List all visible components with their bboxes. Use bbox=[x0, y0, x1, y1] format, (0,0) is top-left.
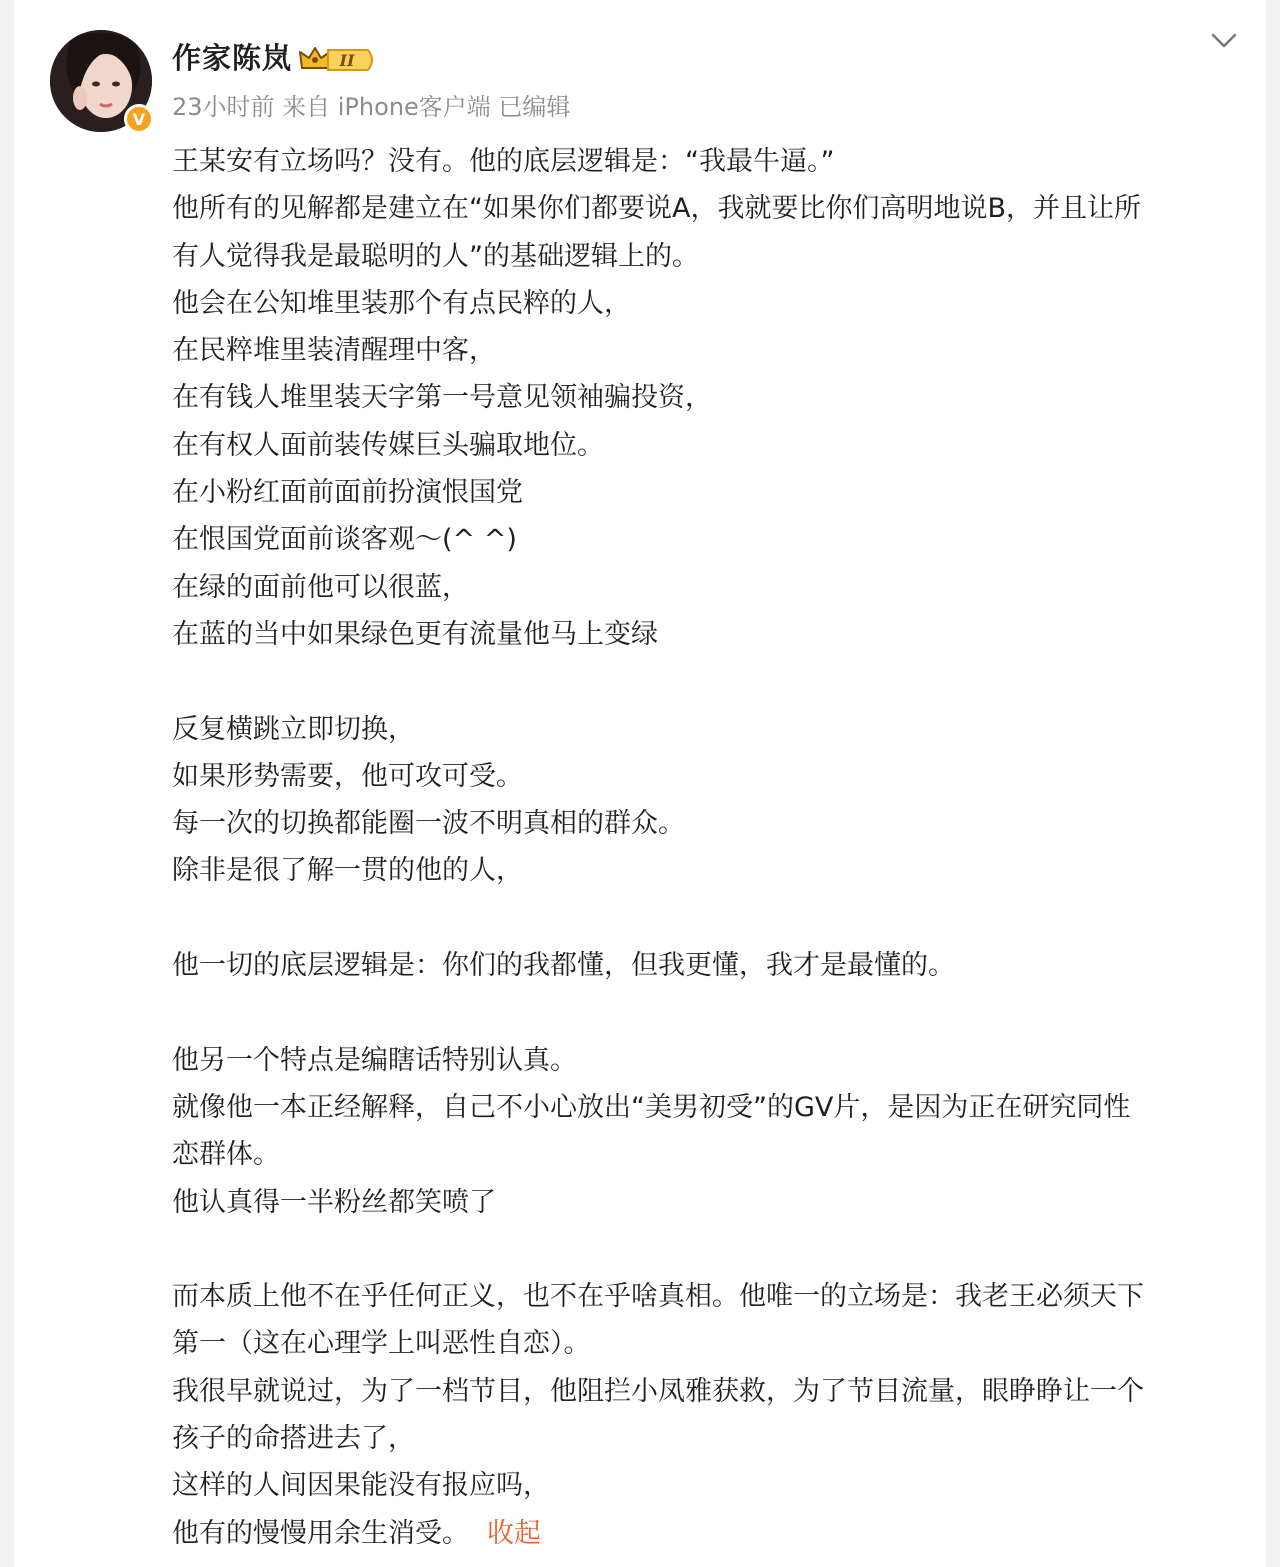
post-text-line: 第一（这在心理学上叫恶性自恋）。 bbox=[172, 1328, 591, 1360]
post-text-line: 反复横跳立即切换， bbox=[172, 713, 415, 745]
post-text-line: 王某安有立场吗？没有。他的底层逻辑是：“我最牛逼。” bbox=[172, 146, 835, 177]
post-text-line: 他另一个特点是编瞎话特别认真。 bbox=[172, 1044, 577, 1076]
post-text-last: 他有的慢慢用余生消受。 bbox=[172, 1517, 469, 1549]
post-text-line: 这样的人间因果能没有报应吗， bbox=[172, 1470, 550, 1502]
post-text-line bbox=[172, 895, 1252, 942]
post-text-line: 我很早就说过，为了一档节目，他阻拦小凤雅获救，为了节目流量，眼睁睁让一个 bbox=[172, 1375, 1144, 1407]
post-text-line bbox=[172, 989, 1252, 1036]
post-text-line: 在民粹堆里装清醒理中客， bbox=[172, 335, 496, 367]
post-card bbox=[14, 0, 1266, 1567]
post-text-line bbox=[172, 1226, 1252, 1273]
post-text-line: 在有钱人堆里装天字第一号意见领袖骗投资， bbox=[172, 382, 712, 414]
post-text-line: 如果形势需要，他可攻可受。 bbox=[172, 760, 523, 792]
post-text-line bbox=[172, 1510, 1252, 1557]
post-text-line: 他一切的底层逻辑是：你们的我都懂，但我更懂，我才是最懂的。 bbox=[172, 950, 955, 982]
post-text-line bbox=[172, 658, 1252, 705]
post-text-line: 而本质上他不在乎任何正义，也不在乎啥真相。他唯一的立场是：我老王必须天下 bbox=[172, 1281, 1144, 1313]
post-meta: 23小时前 来自 iPhone客户端 已编辑 bbox=[172, 93, 571, 121]
post-text-line: 有人觉得我是最聪明的人”的基础逻辑上的。 bbox=[172, 240, 699, 272]
post-text-line: 就像他一本正经解释，自己不小心放出“美男初受”的GV片，是因为正在研究同性 bbox=[172, 1091, 1131, 1123]
post-text-line: 恋群体。 bbox=[172, 1139, 280, 1171]
post-text-line: 他认真得一半粉丝都笑喷了 bbox=[172, 1186, 496, 1218]
post-text-line: 除非是很了解一贯的他的人， bbox=[172, 855, 523, 887]
collapse-link[interactable]: 收起 bbox=[487, 1517, 541, 1549]
post-text-line: 在小粉红面前面前扮演恨国党 bbox=[172, 477, 523, 509]
post-text-line: 每一次的切换都能圈一波不明真相的群众。 bbox=[172, 808, 685, 840]
post-text-line: 在恨国党面前谈客观～(^ ^) bbox=[172, 524, 517, 556]
crown-icon[interactable] bbox=[298, 44, 378, 76]
verified-icon: V bbox=[124, 104, 154, 134]
post-text-line: 他会在公知堆里装那个有点民粹的人， bbox=[172, 287, 631, 319]
author-name[interactable]: 作家陈岚 bbox=[172, 41, 293, 75]
vip-level: II bbox=[339, 51, 355, 70]
post-text-line: 在蓝的当中如果绿色更有流量他马上变绿 bbox=[172, 618, 658, 650]
post-text-line: 孩子的命搭进去了， bbox=[172, 1423, 415, 1455]
post-text-line: 在绿的面前他可以很蓝， bbox=[172, 571, 469, 603]
post-text-line: 他所有的见解都是建立在“如果你们都要说A，我就要比你们高明地说B，并且让所 bbox=[172, 193, 1141, 225]
post-content bbox=[172, 138, 1252, 1557]
post-text-line: 在有权人面前装传媒巨头骗取地位。 bbox=[172, 429, 604, 461]
chevron-down-icon[interactable] bbox=[1206, 22, 1242, 58]
